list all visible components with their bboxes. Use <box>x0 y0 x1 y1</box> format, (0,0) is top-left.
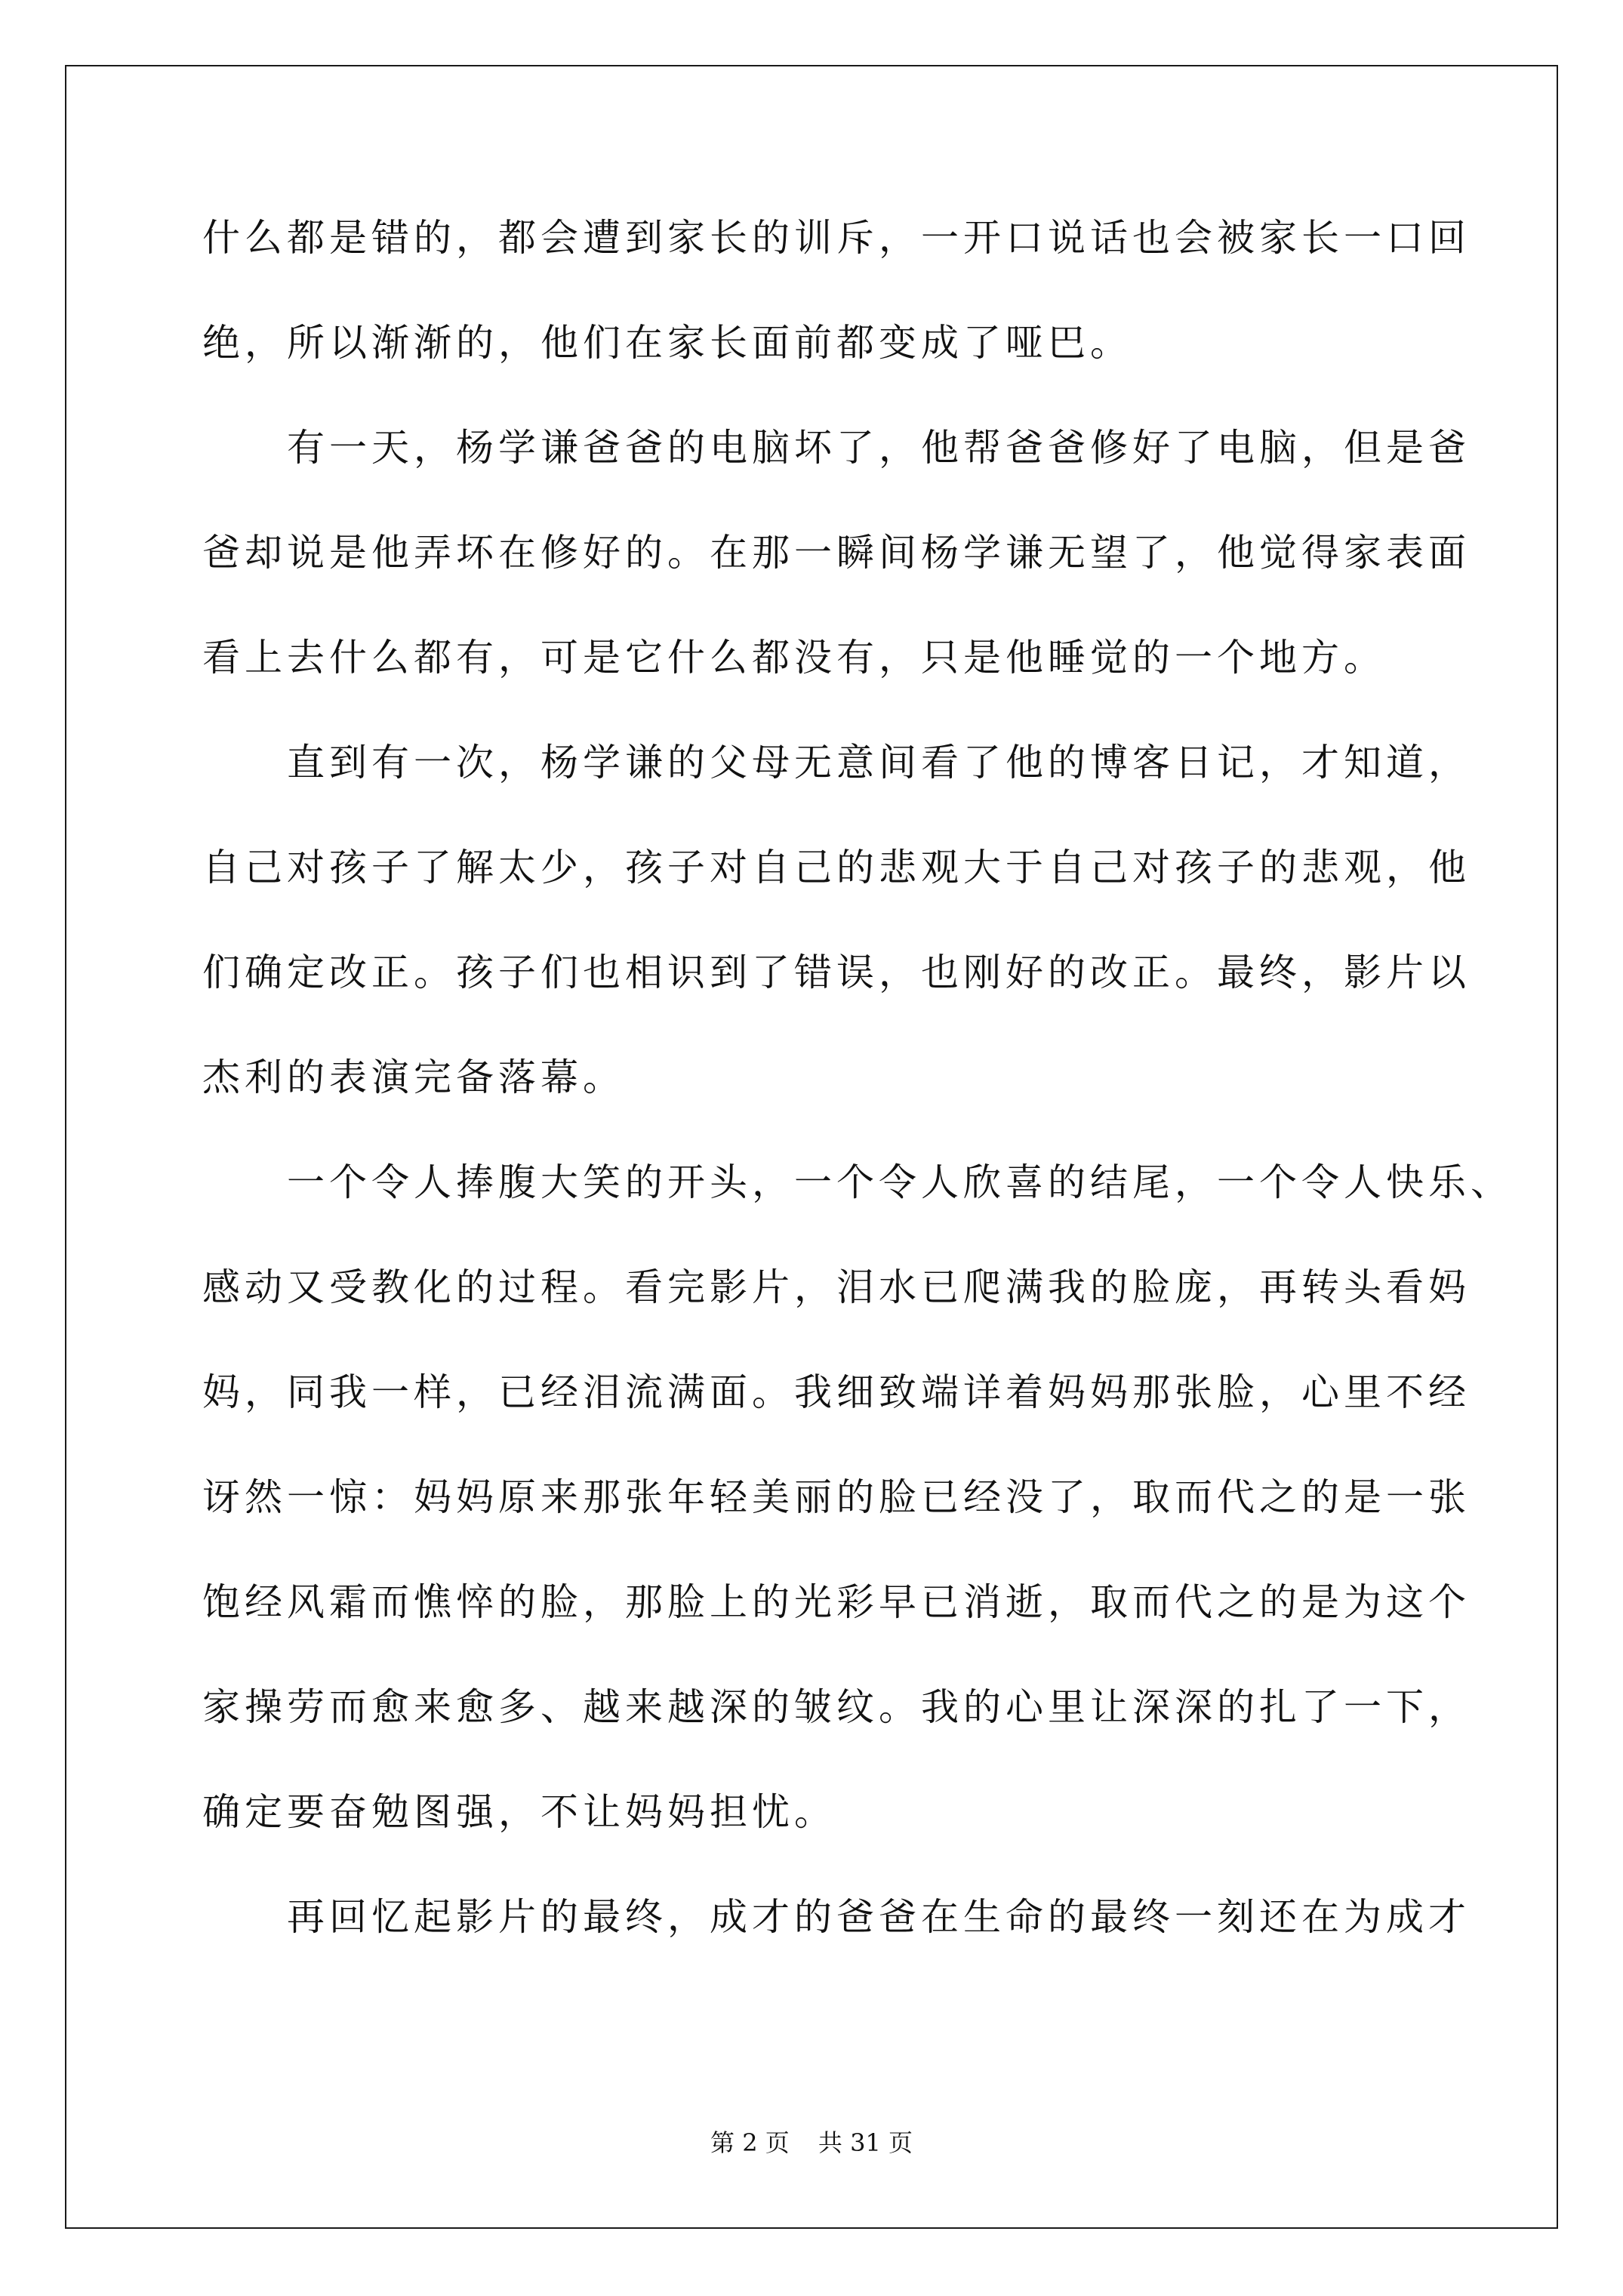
text-line: 家操劳而愈来愈多、越来越深的皱纹。我的心里让深深的扎了一下， <box>202 1685 1471 1729</box>
text-line: 自己对孩子了解太少，孩子对自己的悲观大于自己对孩子的悲观，他 <box>202 846 1471 889</box>
document-body <box>202 216 1513 1939</box>
page-footer <box>0 2128 1623 2158</box>
text-line: 爸却说是他弄坏在修好的。在那一瞬间杨学谦无望了，他觉得家表面 <box>202 531 1471 575</box>
page-number: 第 2 页 <box>710 2128 790 2157</box>
text-line: 确定要奋勉图强，不让妈妈担忧。 <box>202 1790 836 1834</box>
text-line: 再回忆起影片的最终，成才的爸爸在生命的最终一刻还在为成才 <box>287 1895 1471 1939</box>
text-line: 饱经风霜而憔悴的脸，那脸上的光彩早已消逝，取而代之的是为这个 <box>202 1580 1471 1624</box>
text-line: 讶然一惊：妈妈原来那张年轻美丽的脸已经没了，取而代之的是一张 <box>202 1475 1471 1519</box>
page-total: 共 31 页 <box>818 2128 913 2157</box>
text-line: 直到有一次，杨学谦的父母无意间看了他的博客日记，才知道， <box>287 741 1471 784</box>
text-line: 绝，所以渐渐的，他们在家长面前都变成了哑巴。 <box>202 321 1132 365</box>
text-line: 们确定改正。孩子们也相识到了错误，也刚好的改正。最终，影片以 <box>202 951 1471 994</box>
text-line: 一个令人捧腹大笑的开头，一个令人欣喜的结尾，一个令人快乐、 <box>287 1160 1513 1204</box>
text-line: 有一天，杨学谦爸爸的电脑坏了，他帮爸爸修好了电脑，但是爸 <box>287 426 1471 470</box>
text-line: 感动又受教化的过程。看完影片，泪水已爬满我的脸庞，再转头看妈 <box>202 1265 1471 1309</box>
text-line: 杰利的表演完备落幕。 <box>202 1056 625 1099</box>
text-line: 妈，同我一样，已经泪流满面。我细致端详着妈妈那张脸，心里不经 <box>202 1370 1471 1414</box>
text-line: 什么都是错的，都会遭到家长的训斥，一开口说话也会被家长一口回 <box>202 216 1471 260</box>
text-line: 看上去什么都有，可是它什么都没有，只是他睡觉的一个地方。 <box>202 636 1386 680</box>
